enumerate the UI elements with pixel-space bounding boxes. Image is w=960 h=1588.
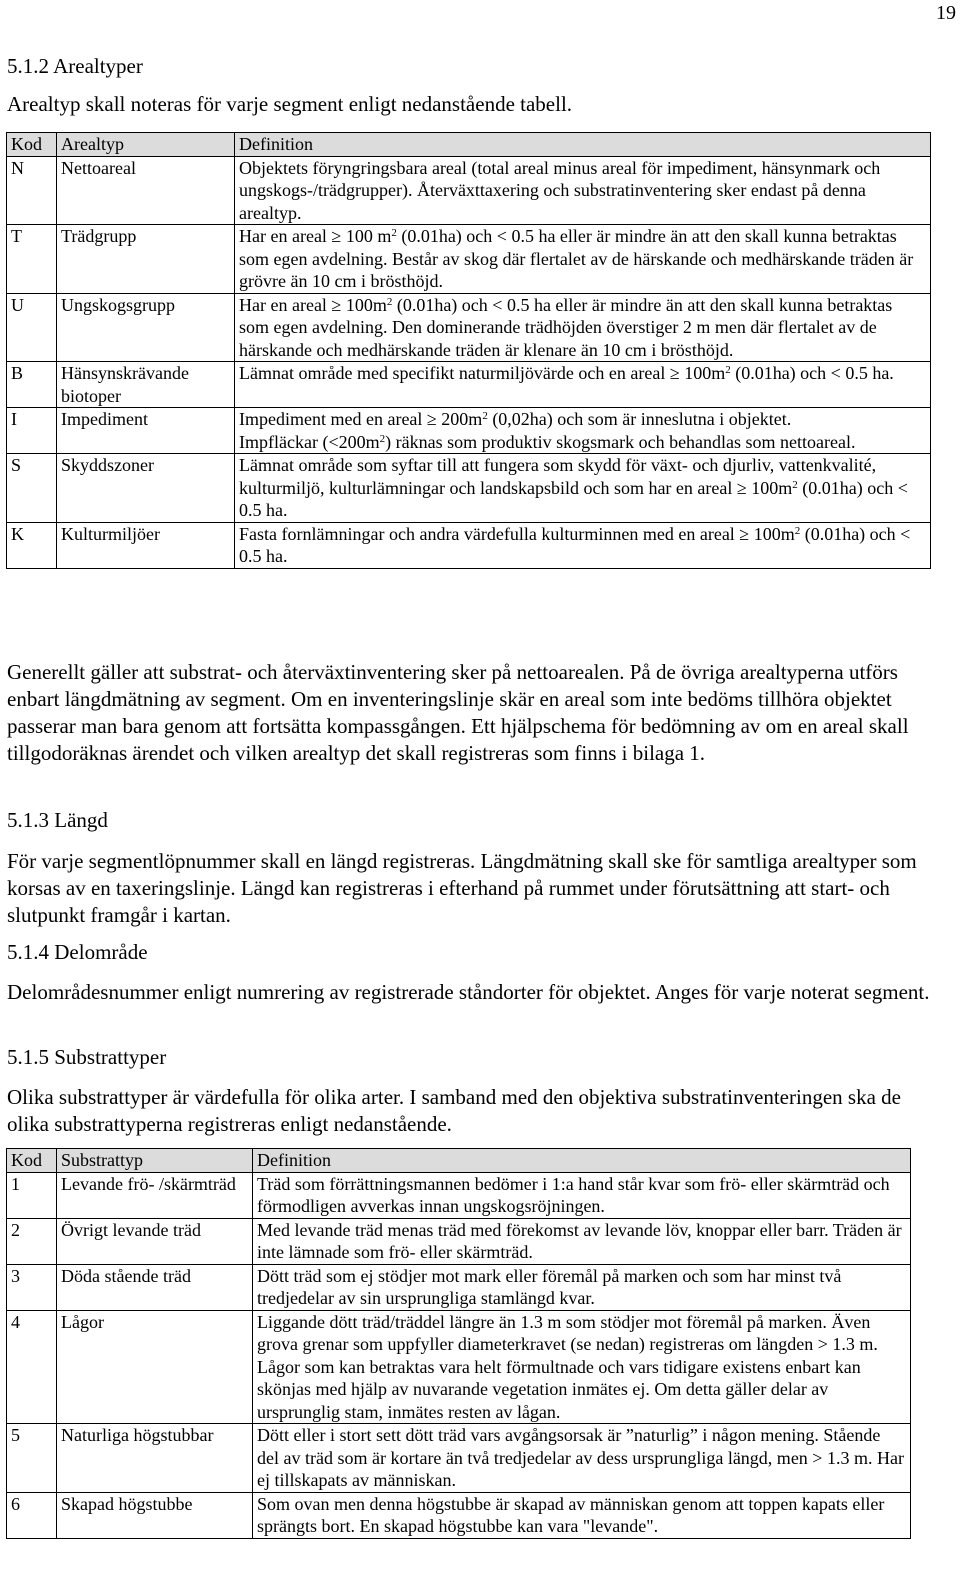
- row-code: 3: [7, 1264, 57, 1310]
- row-definition: Fasta fornlämningar och andra värdefulla kulturminnen med en areal ≥ $100m^2$ (0.01ha) och < 0.5 ha.: [235, 522, 931, 568]
- row-code: 6: [7, 1492, 57, 1538]
- table-row: [7, 1492, 911, 1538]
- header-definition: Definition: [235, 133, 931, 157]
- table-row: [7, 522, 931, 568]
- arealtyp-intro: Arealtyp skall noteras för varje segment enligt nedanstående tabell.: [7, 92, 573, 116]
- row-code: I: [7, 408, 57, 454]
- row-definition: Lämnat område med specifikt naturmiljövärde och en areal ≥ $100m^2$ (0.01ha) och < 0.5 ha.: [235, 362, 931, 408]
- substrattyper-intro: Olika substrattyper är värdefulla för olika arter. I samband med den objektiva substratinventeringen ska de olika substrattyperna registreras enligt nedanstående.: [7, 1085, 901, 1136]
- header-kod: Kod: [7, 1149, 57, 1173]
- row-definition: Träd som förrättningsmannen bedömer i 1:a hand står kvar som frö- eller skärmträd och förmodligen avverkas innan ungskogsröjningen.: [253, 1172, 911, 1218]
- row-type: Skapad högstubbe: [57, 1492, 253, 1538]
- table-row: [7, 1264, 911, 1310]
- row-type: Nettoareal: [57, 156, 235, 225]
- table-row: [7, 293, 931, 362]
- row-code: K: [7, 522, 57, 568]
- row-definition: Har en areal ≥ 100 $m^2$ (0.01ha) och < 0.5 ha eller är mindre än att den skall kunna betraktas som egen avdelning. Består av skog där flertalet av de härskande och medhärskande träden är grövre än 10 cm i brösthöjd.: [235, 225, 931, 294]
- row-code: 5: [7, 1424, 57, 1493]
- row-type: Impediment: [57, 408, 235, 454]
- table-row: [7, 454, 931, 523]
- langd-text: För varje segmentlöpnummer skall en längd registreras. Längdmätning skall ske för samtliga arealtyper som korsas av en taxeringslinje. Längd kan registreras i efterhand på rummet under förutsättning att start- och slutpunkt framgår i kartan.: [7, 849, 917, 927]
- row-definition: Med levande träd menas träd med förekomst av levande löv, knoppar eller barr. Träden är inte lämnade som frö- eller skärmträd.: [253, 1218, 911, 1264]
- row-definition: Har en areal ≥ $100m^2$ (0.01ha) och < 0.5 ha eller är mindre än att den skall kunna betraktas som egen avdelning. Den dominerande trädhöjden överstiger 2 m men där flertalet av de härskande och medhärskande träden är klenare än 10 cm i brösthöjd.: [235, 293, 931, 362]
- row-definition: Lämnat område som syftar till att fungera som skydd för växt- och djurliv, vattenkvalité, kulturmiljö, kulturlämningar och landskapsbild och som har en areal ≥ $100m^2$ (0.01ha) och < 0.5 ha.: [235, 454, 931, 523]
- row-code: T: [7, 225, 57, 294]
- row-type: Lågor: [57, 1310, 253, 1424]
- header-arealtyp: Arealtyp: [57, 133, 235, 157]
- table-row: [7, 408, 931, 454]
- table-row: [7, 1172, 911, 1218]
- page-number: 19: [936, 2, 956, 24]
- table-row: [7, 1218, 911, 1264]
- row-code: N: [7, 156, 57, 225]
- row-type: Skyddszoner: [57, 454, 235, 523]
- header-kod: Kod: [7, 133, 57, 157]
- general-paragraph: Generellt gäller att substrat- och återväxtinventering sker på nettoarealen. På de övriga arealtyperna utförs enbart längdmätning av segment. Om en inventeringslinje skär en areal som inte bedöms tillhöra objektet passerar man bara genom att fortsätta kompassgången. Ett hjälpschema för bedömning av om en areal skall tillgodoräknas ärendet och vilken arealtyp det skall registreras som finns i bilaga 1.: [7, 660, 909, 765]
- row-code: U: [7, 293, 57, 362]
- row-code: 1: [7, 1172, 57, 1218]
- table-header-row: [7, 1149, 911, 1173]
- table-row: [7, 1310, 911, 1424]
- row-definition: Liggande dött träd/träddel längre än 1.3 m som stödjer mot föremål på marken. Även grova grenar som uppfyller diameterkravet (se nedan) registreras om längden > 1.3 m. Lågor som kan betraktas vara helt förmultnade och vars tidigare existens enbart kan skönjas med hjälp av nuvarande vegetation inmätes ej. Om detta gäller delar av ursprunglig stam, inmätes resten av lågan.: [253, 1310, 911, 1424]
- row-type: Övrigt levande träd: [57, 1218, 253, 1264]
- row-definition: Dött träd som ej stödjer mot mark eller föremål på marken och som har minst två tredjedelar av sin ursprungliga stamlängd kvar.: [253, 1264, 911, 1310]
- row-type: Kulturmiljöer: [57, 522, 235, 568]
- table-row: [7, 225, 931, 294]
- table-header-row: [7, 133, 931, 157]
- row-type: Ungskogsgrupp: [57, 293, 235, 362]
- table-row: [7, 1424, 911, 1493]
- row-code: B: [7, 362, 57, 408]
- substrattyp-table: [6, 1148, 911, 1539]
- row-type: Naturliga högstubbar: [57, 1424, 253, 1493]
- table-row: [7, 156, 931, 225]
- row-type: Levande frö- /skärmträd: [57, 1172, 253, 1218]
- section-title-substrattyper: 5.1.5 Substrattyper: [7, 1045, 167, 1069]
- row-type: Trädgrupp: [57, 225, 235, 294]
- delomrade-text: Delområdesnummer enligt numrering av registrerade ståndorter för objektet. Anges för varje noterat segment.: [7, 980, 930, 1004]
- row-definition: Dött eller i stort sett dött träd vars avgångsorsak är ”naturlig” i någon mening. Stående del av träd som är kortare än två tredjedelar av dess ursprungliga längd, men > 1.3 m. Har ej tillskapats av människan.: [253, 1424, 911, 1493]
- row-code: S: [7, 454, 57, 523]
- row-definition: Objektets föryngringsbara areal (total areal minus areal för impediment, hänsynmark och ungskogs-/trädgrupper). Återväxttaxering och substratinventering sker endast på denna arealtyp.: [235, 156, 931, 225]
- row-definition: Impediment med en areal ≥ $200m^2$ (0,02ha) och som är inneslutna i objektet. Impfläckar $(<200m^2)$ räknas som produktiv skogsmark och behandlas som nettoareal.: [235, 408, 931, 454]
- header-substrattyp: Substrattyp: [57, 1149, 253, 1173]
- section-title-delomrade: 5.1.4 Delområde: [7, 940, 148, 964]
- row-type: Döda stående träd: [57, 1264, 253, 1310]
- row-definition: Som ovan men denna högstubbe är skapad av människan genom att toppen kapats eller sprängts bort. En skapad högstubbe kan vara "levande".: [253, 1492, 911, 1538]
- section-title-langd: 5.1.3 Längd: [7, 808, 108, 832]
- header-definition: Definition: [253, 1149, 911, 1173]
- row-type: Hänsynskrävande biotoper: [57, 362, 235, 408]
- row-code: 2: [7, 1218, 57, 1264]
- row-code: 4: [7, 1310, 57, 1424]
- table-row: [7, 362, 931, 408]
- arealtyp-table: [6, 132, 931, 569]
- section-title-arealtyper: 5.1.2 Arealtyper: [7, 54, 143, 78]
